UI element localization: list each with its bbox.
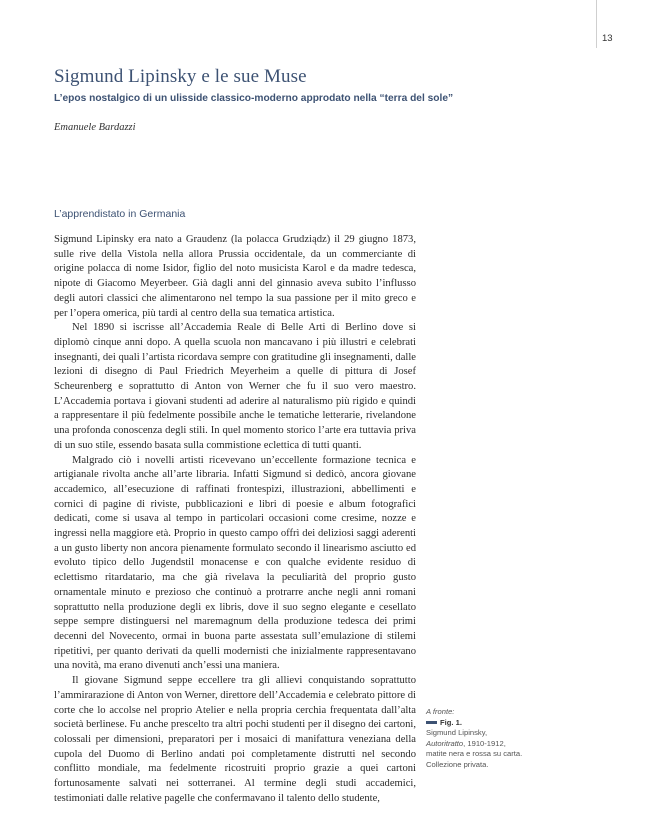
caption-work [426, 739, 561, 750]
figure-caption [426, 707, 561, 771]
paragraph-2: Nel 1890 si iscrisse all’Accademia Reale di Belle Arti di Berlino dove si diplomò cinque anni dopo. A quella scuola non mancavano i più illustri e celebrati insegnanti, dei quali l’artista ricordava sempre con gratitudine gli insegnamenti, dalle lezioni di disegno di Paul Friedrich Meyerheim a quelle di pittura di Josef Scheurenberg e soprattutto di Anton von Werner che fu il suo vero maestro. L’Accademia portava i giovani studenti ad aderire al naturalismo più rigido e quindi a rappresentare il più fedelmente possibile anche le tematiche letterarie, rivelandone una profonda conoscenza degli stili. In quel momento storico l’arte era tuttavia priva di un suo stile, essendo basata sulla commistione eclettica di tutti quanti. [54, 322, 416, 451]
caption-medium: matite nera e rossa su carta. [426, 749, 523, 759]
paragraph-4: Il giovane Sigmund seppe eccellere tra gli allievi conquistando soprattutto l’ammirarazione di Anton von Werner, direttore dell’Accademia e celebrato pittore di corte che lo accolse nel proprio Atelier e nella propria cerchia frequentata dall’alta società berlinese. Fu anche prescelto tra altri pochi studenti per il disegno dei cartoni, colossali per dimensioni, preparatori per i mosaici di manifattura veneziana della cupola del Duomo di Berlino andati poi completamente distrutti nel secondo conflitto mondiale, ma fedelmente ricostruiti proprio grazie a quei cartoni fortunosamente salvati nei sotterranei. Al termine degli studi accademici, testimoniati dalle relative pagelle che confermavano il talento dello studente, [54, 675, 416, 804]
caption-work-year: , 1910-1912, [463, 738, 506, 748]
caption-collection: Collezione privata. [426, 759, 489, 769]
article-title: Sigmund Lipinsky e le sue Muse [54, 66, 307, 87]
section-heading: L’apprendistato in Germania [54, 208, 186, 220]
body-text [54, 233, 416, 806]
caption-label: A fronte: [426, 707, 455, 716]
caption-figure-row [426, 718, 561, 729]
caption-work-title: Autoritratto [426, 738, 464, 748]
caption-figure-number: Fig. 1. [440, 717, 462, 727]
figure-marker [426, 721, 437, 724]
paragraph-1: Sigmund Lipinsky era nato a Graudenz (la polacca Grudziądz) il 29 giugno 1873, sulle rive della Vistola nella allora Prussia occidentale, da un commerciante di origine polacca di nome Isidor, figlio del noto musicista Karol e da madre tedesca, nipote di Giacomo Meyerbeer. Già dagli anni del ginnasio aveva subito l’influsso degli autori classici che alimentarono nel tempo la sua passione per il mito greco e per l’opera omerica, più tardi al centro della sua tematica artistica. [54, 234, 416, 319]
paragraph-3: Malgrado ciò i novelli artisti ricevevano un’eccellente formazione tecnica e artigianale rivolta anche all’arte libraria. Infatti Sigmund si dedicò, ancora giovane accademico, all’esecuzione di raffinati frontespizi, illustrazioni, abbellimenti e cornici di pagine di riviste, pubblicazioni e libri di poesie e album fotografici dedicati, come si usava al tempo in particolari occasioni come cresime, nozze e ingressi nella maggiore età. Proprio in questo campo offrì dei deliziosi saggi aderenti a un gusto liberty non ancora pienamente formulato secondo il linearismo asciutto ed evoluto tipico dello Jugendstil monacense e con qualche evidente residuo di eclettismo ritardatario, ma che già rivelava la peculiarità del proprio gusto ornamentale minuto e prezioso che continuò a protrarre anche negli anni romani soprattutto nella produzione degli ex libris, dove il suo segno elegante e cesellato seppe sempre distinguersi nel maremagnum della produzione tedesca dei primi decenni del Novecento, ormai in buona parte assestata sull’emulazione di stilemi ripetitivi, per quanto derivati da quelli modernisti che inizialmente rappresentavano una novità, ma erano divenuti anch’essi una maniera. [54, 454, 416, 672]
author-name: Emanuele Bardazzi [54, 122, 136, 133]
article-subtitle: L’epos nostalgico di un ulisside classico-moderno approdato nella “terra del sole” [54, 93, 454, 104]
page-number: 13 [602, 33, 613, 44]
caption-artist: Sigmund Lipinsky, [426, 728, 488, 738]
page-corner-rule [596, 0, 597, 48]
